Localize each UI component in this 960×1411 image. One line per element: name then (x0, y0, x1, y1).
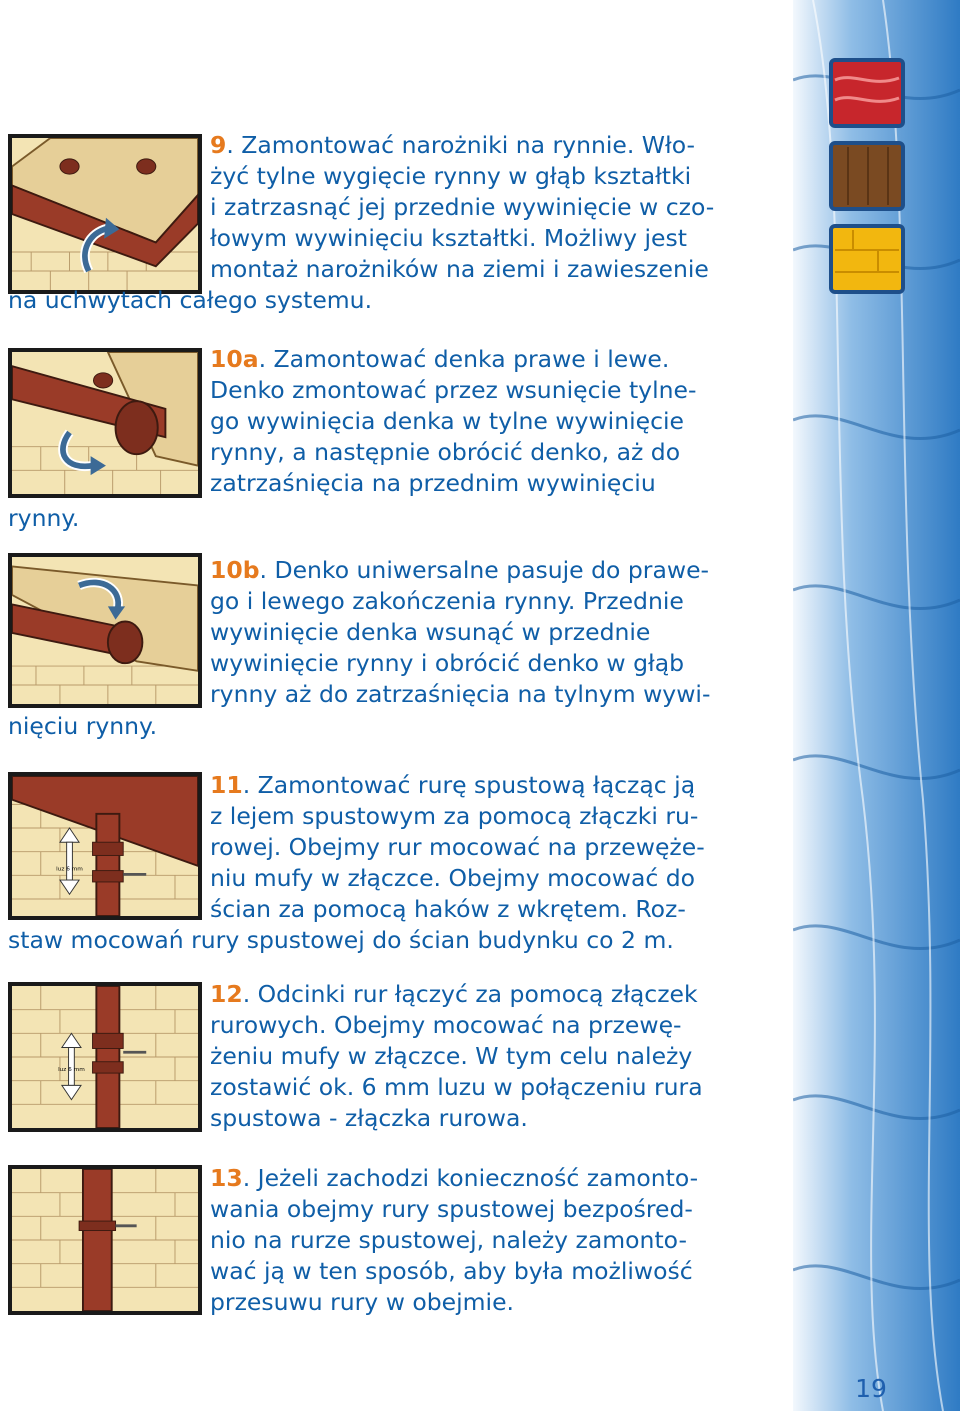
section-13-line-3: nio na rurze spustowej, należy zamonto- (210, 1226, 687, 1254)
section-13-line-1: 13. Jeżeli zachodzi konieczność zamonto- (210, 1164, 699, 1192)
illustration-downpipe-connection (8, 772, 202, 920)
swatch-red-tile-icon (831, 60, 903, 126)
swatch-yellow-tile-icon (831, 226, 903, 292)
section-9-line-2: żyć tylne wygięcie rynny w głąb kształtki (210, 162, 692, 190)
swatch-brown-tile-icon (831, 143, 903, 209)
section-11-line-4: niu mufy w złączce. Obejmy mocować do (210, 864, 696, 892)
section-13-number: 13 (210, 1164, 243, 1192)
section-9-line-3: i zatrzasnąć jej przednie wywinięcie w czo- (210, 193, 715, 221)
illustration-universal-end-cap (8, 553, 202, 708)
illustration-pipe-bracket (8, 1165, 202, 1315)
section-10b-line-5: rynny aż do zatrzaśnięcia na tylnym wywi- (210, 680, 711, 708)
section-10a-number: 10a (210, 345, 259, 373)
page-number: 19 (855, 1374, 887, 1403)
section-11-wrap: staw mocowań rury spustowej do ścian budynku co 2 m. (8, 926, 674, 954)
illustration-gutter-end-cap (8, 348, 202, 498)
section-10a (210, 344, 770, 499)
section-9 (210, 130, 770, 285)
section-10b-line-3: wywinięcie denka wsunąć w przednie (210, 618, 651, 646)
section-11-line-3: rowej. Obejmy rur mocować na przewęże- (210, 833, 705, 861)
section-12-line-1: 12. Odcinki rur łączyć za pomocą złączek (210, 980, 698, 1008)
section-11 (210, 770, 770, 925)
section-11-line-1: 11. Zamontować rurę spustową łącząc ją (210, 771, 696, 799)
section-9-wrap: na uchwytach całego systemu. (8, 286, 373, 314)
section-10b-number: 10b (210, 556, 260, 584)
section-9-line-1: 9. Zamontować narożniki na rynnie. Wło- (210, 131, 696, 159)
section-10a-line-4: rynny, a następnie obrócić denko, aż do (210, 438, 681, 466)
roof-tile-sidebar (793, 0, 960, 1411)
illustration-pipe-coupling (8, 982, 202, 1132)
section-10a-line-1: 10a. Zamontować denka prawe i lewe. (210, 345, 670, 373)
section-12 (210, 979, 770, 1134)
section-10b-line-2: go i lewego zakończenia rynny. Przednie (210, 587, 684, 615)
section-11-line-2: z lejem spustowym za pomocą złączki ru- (210, 802, 699, 830)
ill11-label: luz 6 mm (56, 866, 83, 873)
section-12-line-5: spustowa - złączka rurowa. (210, 1104, 528, 1132)
section-13 (210, 1163, 770, 1318)
section-12-line-3: żeniu mufy w złączce. W tym celu należy (210, 1042, 693, 1070)
section-10b-line-1: 10b. Denko uniwersalne pasuje do prawe- (210, 556, 710, 584)
illustration-corner-gutter (8, 134, 202, 294)
section-13-line-2: wania obejmy rury spustowej bezpośred- (210, 1195, 693, 1223)
section-12-line-2: rurowych. Obejmy mocować na przewę- (210, 1011, 682, 1039)
section-9-line-5: montaż narożników na ziemi i zawieszenie (210, 255, 709, 283)
section-13-line-4: wać ją w ten sposób, aby była możliwość (210, 1257, 693, 1285)
section-13-line-5: przesuwu rury w obejmie. (210, 1288, 515, 1316)
section-10a-line-5: zatrzaśnięcia na przednim wywinięciu (210, 469, 656, 497)
section-11-number: 11 (210, 771, 243, 799)
section-12-line-4: zostawić ok. 6 mm luzu w połączeniu rura (210, 1073, 703, 1101)
ill12-label: luz 6 mm (58, 1067, 85, 1074)
section-10b (210, 555, 770, 710)
section-10b-wrap: nięciu rynny. (8, 712, 158, 740)
section-9-number: 9 (210, 131, 227, 159)
section-12-number: 12 (210, 980, 243, 1008)
section-10a-wrap: rynny. (8, 504, 80, 532)
section-9-line-4: łowym wywinięciu kształtki. Możliwy jest (210, 224, 687, 252)
section-11-line-5: ścian za pomocą haków z wkrętem. Roz- (210, 895, 686, 923)
section-10b-line-4: wywinięcie rynny i obrócić denko w głąb (210, 649, 685, 677)
section-10a-line-3: go wywinięcia denka w tylne wywinięcie (210, 407, 685, 435)
section-10a-line-2: Denko zmontować przez wsunięcie tylne- (210, 376, 697, 404)
